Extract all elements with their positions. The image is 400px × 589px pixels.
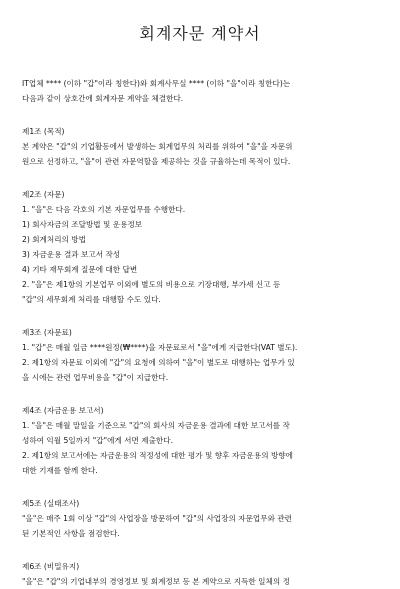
article-line: 1) 회사자금의 조달방법 및 운용정보 xyxy=(22,220,143,229)
article-line: 2) 회계처리의 방법 xyxy=(22,235,86,244)
article-3 xyxy=(22,325,378,385)
article-line: "을"은 매주 1회 이상 "갑"의 사업장을 방문하여 "갑"의 사업장의 자문업무와 관련 xyxy=(22,514,292,523)
article-line: 대한 기재를 함께 한다. xyxy=(22,466,98,475)
article-line: "갑"의 세무회계 처리를 대행할 수도 있다. xyxy=(22,295,161,304)
article-heading: 제3조 (자문료) xyxy=(22,328,72,337)
article-heading: 제5조 (실태조사) xyxy=(22,499,80,508)
document-title: 회계자문 계약서 xyxy=(139,24,261,43)
article-line: 된 기본적인 사항을 점검한다. xyxy=(22,529,120,538)
article-line: 1. "을"은 매월 말일을 기준으로 "갑"의 회사의 자금운용 결과에 대한 보고서를 작 xyxy=(22,421,290,430)
article-heading: 제2조 (자문) xyxy=(22,190,65,199)
article-line: 4) 기타 재무회계 질문에 대한 답변 xyxy=(22,265,138,274)
article-line: 2. 제1항의 자문료 이외에 "갑"의 요청에 의하여 "을"이 별도로 대행하는 업무가 있 xyxy=(22,358,295,367)
article-line: 원으로 선정하고, "을"이 관련 자문역할을 제공하는 것을 규율하는데 목적이 있다. xyxy=(22,157,291,166)
article-line: 3) 자금운용 결과 보고서 작성 xyxy=(22,250,121,259)
article-line: 2. 제1항의 보고서에는 자금운용의 적정성에 대한 평가 및 향후 자금운용의 방향에 xyxy=(22,451,293,460)
article-1 xyxy=(22,124,378,169)
article-5 xyxy=(22,496,378,541)
intro-line: IT업체 **** (이하 "갑"이라 칭한다)와 회계사무실 **** (이하 "을"이라 칭한다)는 xyxy=(22,79,291,88)
article-line: "을"은 "갑"의 기업내부의 경영정보 및 회계정보 등 본 계약으로 지득한 일체의 정 xyxy=(22,577,290,586)
article-line: 1. "갑"은 매월 일금 ****원정(₩****)을 자문료로서 "을"에게 지급한다(VAT 별도). xyxy=(22,343,298,352)
article-line: 본 계약은 "갑"의 기업활동에서 발생하는 회계업무의 처리를 위하여 "을"을 자문위 xyxy=(22,142,293,151)
article-line: 2. "을"은 제1항의 기본업무 이외에 별도의 비용으로 기장대행, 부가세 신고 등 xyxy=(22,280,281,289)
article-line: 1. "을"은 다음 각호의 기본 자문업무를 수행한다. xyxy=(22,205,186,214)
intro-line: 다음과 같이 상호간에 회계자문 계약을 체결한다. xyxy=(22,94,184,103)
article-4 xyxy=(22,403,378,478)
article-line: 성하여 익월 5일까지 "갑"에게 서면 제출한다. xyxy=(22,436,174,445)
article-2 xyxy=(22,187,378,307)
article-6 xyxy=(22,559,378,589)
article-heading: 제1조 (목적) xyxy=(22,127,65,136)
article-line: 을 시에는 관련 업무비용을 "갑"이 지급한다. xyxy=(22,373,169,382)
article-heading: 제4조 (자금운용 보고서) xyxy=(22,406,104,415)
intro-paragraph xyxy=(22,76,378,106)
article-heading: 제6조 (비밀유지) xyxy=(22,562,80,571)
